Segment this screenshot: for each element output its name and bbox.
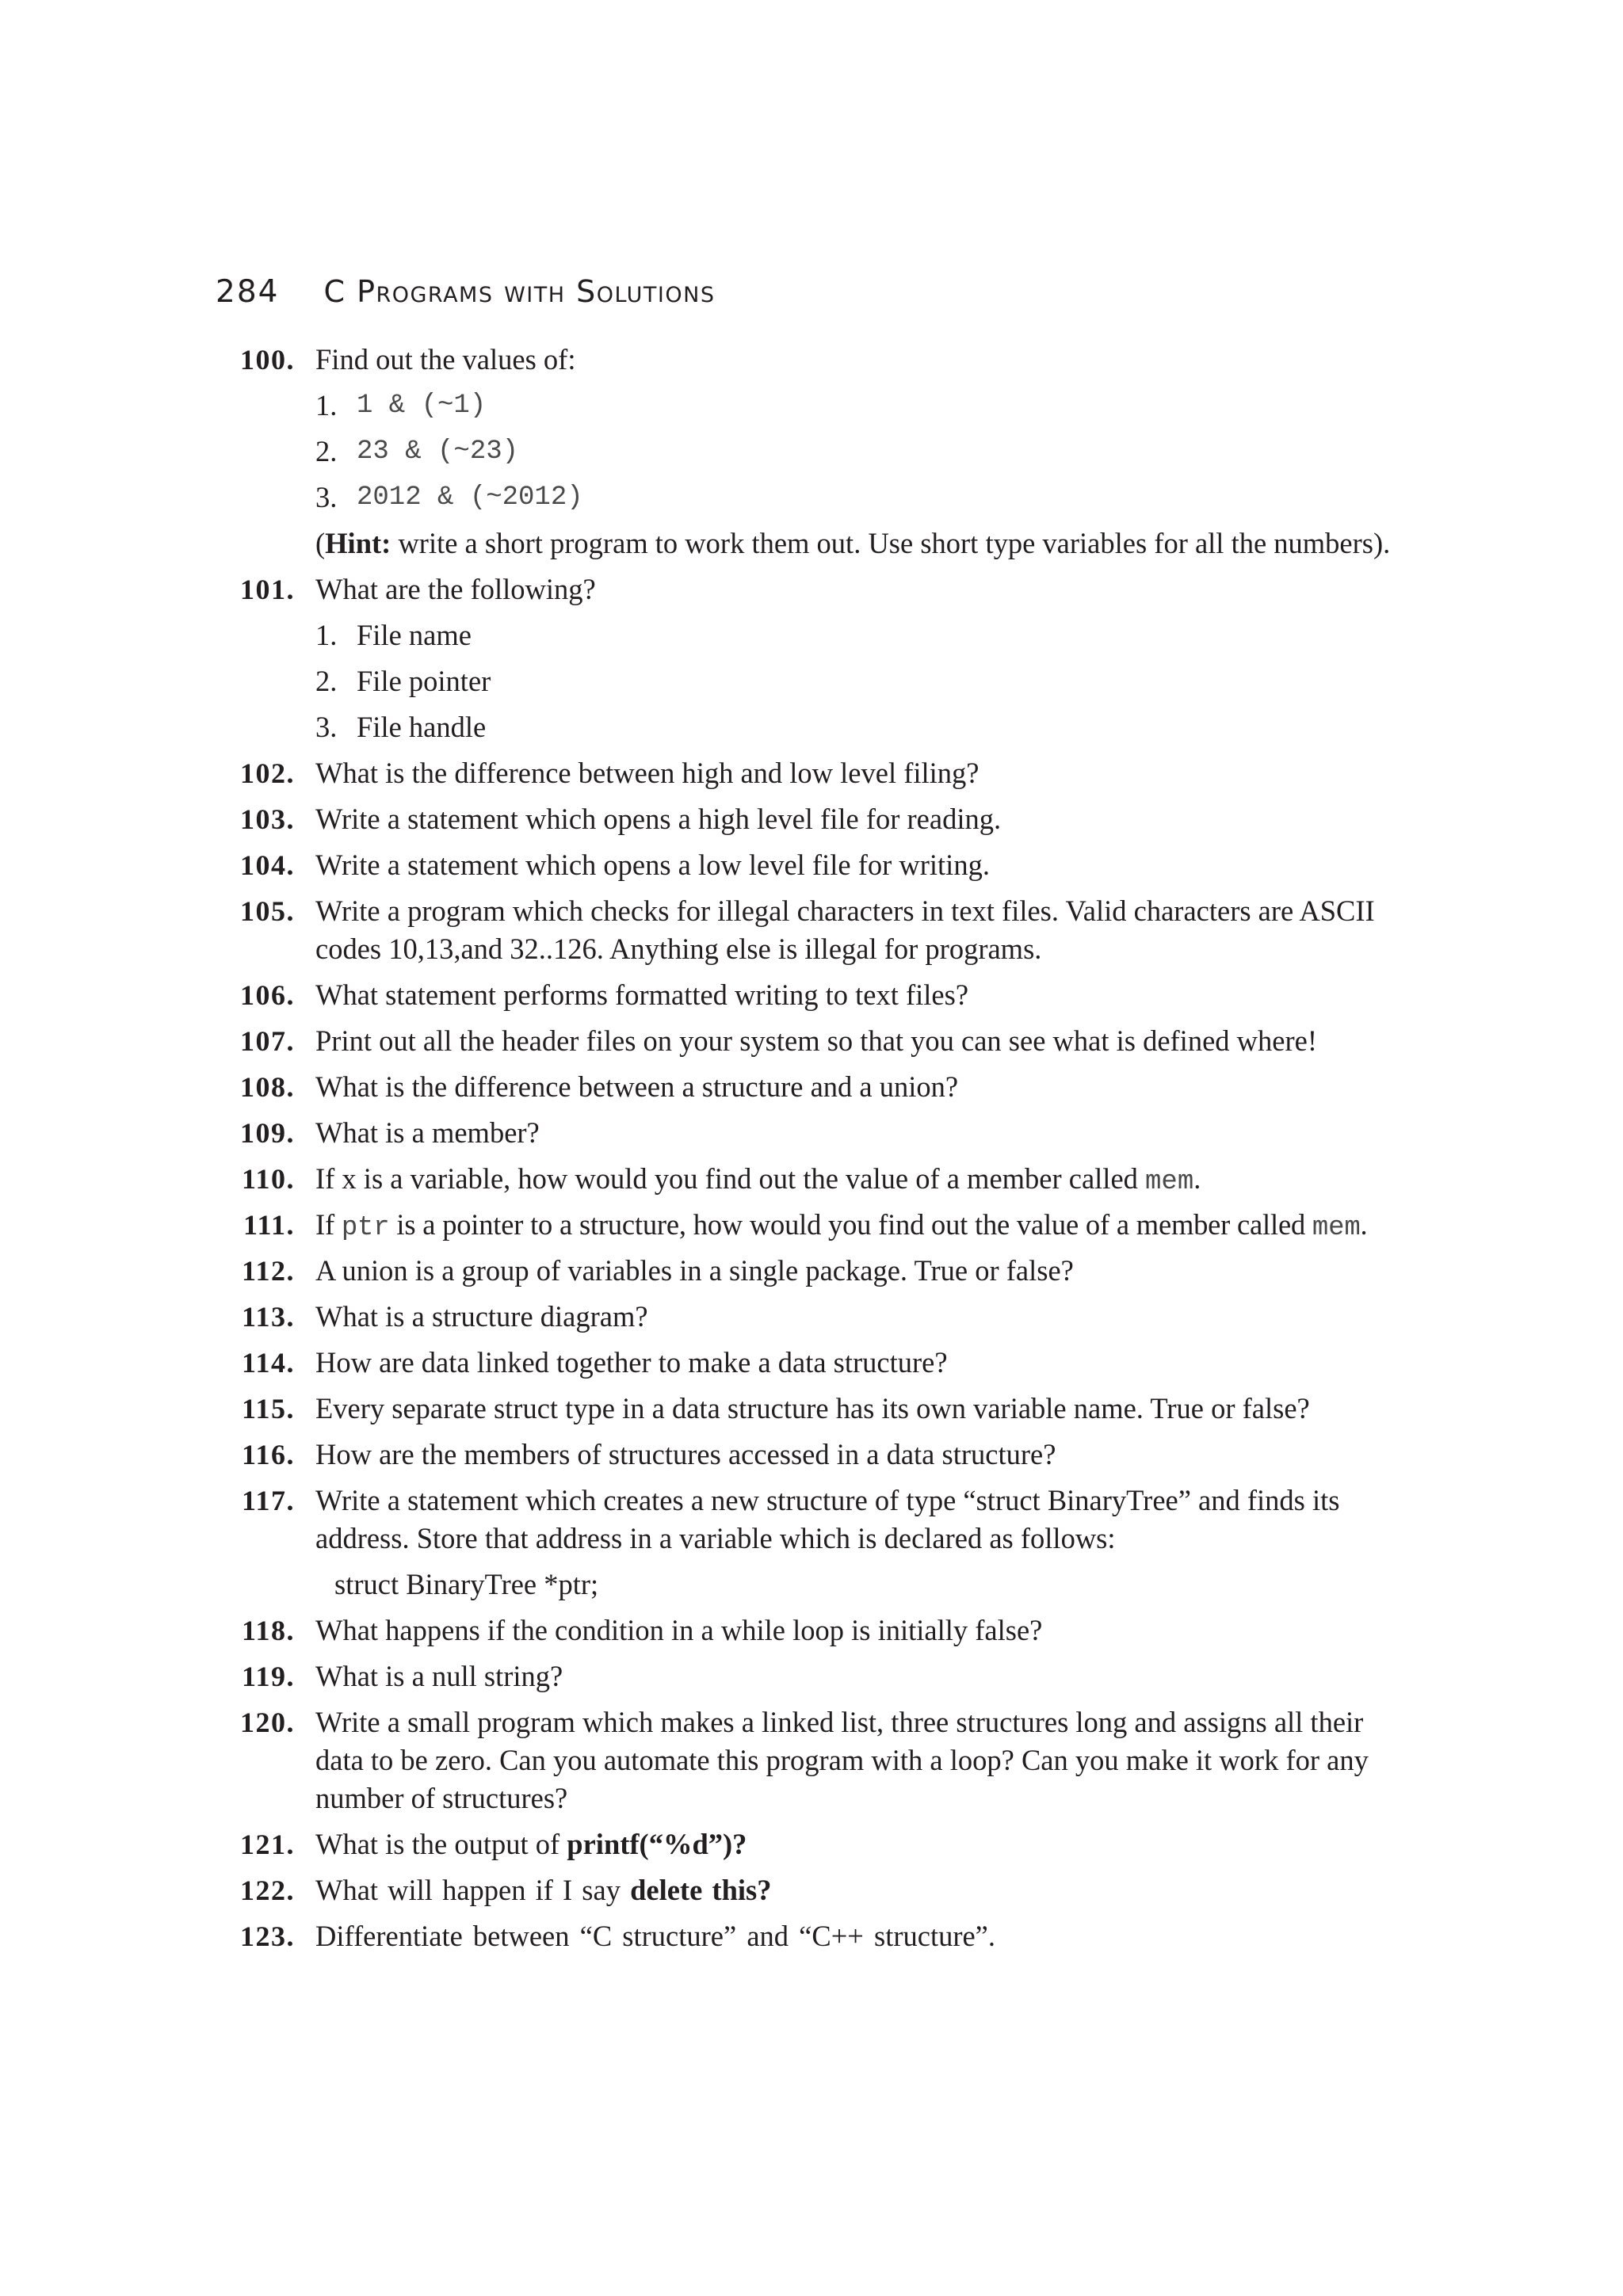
question-text: What is the difference between a structure and a union?: [315, 1070, 959, 1103]
question-number: 120.: [240, 1707, 295, 1738]
sub-item-number: 1.: [315, 389, 338, 421]
question-number: 103.: [240, 803, 295, 835]
hint-label: Hint:: [325, 527, 391, 559]
sub-item-number: 1.: [315, 619, 338, 651]
question-text: [315, 1160, 1403, 1201]
question-number: 119.: [241, 1661, 295, 1692]
question-number: 123.: [240, 1920, 295, 1952]
question-number: 110.: [241, 1163, 295, 1195]
question-number: 115.: [241, 1393, 295, 1425]
sub-item-number: 2.: [315, 435, 338, 467]
question-text-part: If: [315, 1208, 342, 1241]
punctuation: .: [1360, 1208, 1368, 1241]
question-number: 116.: [241, 1439, 295, 1470]
hint-text: write a short program to work them out. Use short type variables for all the numbers).: [391, 527, 1391, 559]
question-number: 122.: [240, 1875, 295, 1906]
question-text: How are data linked together to make a data structure?: [315, 1346, 948, 1379]
code-identifier: mem: [1312, 1213, 1361, 1243]
question-number: 105.: [240, 895, 295, 927]
sub-item-number: 3.: [315, 711, 338, 743]
question-text-part: is a pointer to a structure, how would you find out the value of a member called: [389, 1208, 1312, 1241]
code-expression: 23 & (~23): [357, 437, 519, 467]
question-text: What is the difference between high and low level filing?: [315, 757, 980, 789]
question-number: 121.: [240, 1829, 295, 1860]
code-expression: 1 & (~1): [357, 391, 487, 421]
question-text: [315, 1206, 1403, 1247]
sub-item-text: File handle: [357, 711, 487, 743]
question-text: What happens if the condition in a while loop is initially false?: [315, 1614, 1043, 1646]
question-text: Write a statement which creates a new structure of type “struct BinaryTree” and finds its: [315, 1484, 1340, 1516]
question-text: Print out all the header files on your system so that you can see what is defined where!: [315, 1024, 1317, 1057]
question-text: Write a program which checks for illegal characters in text files. Valid characters are ASCII: [315, 894, 1375, 927]
question-number: 100.: [240, 344, 295, 376]
question-text: What is a member?: [315, 1116, 540, 1149]
page-number: 284: [216, 274, 280, 310]
code-identifier: mem: [1145, 1167, 1194, 1197]
sub-item-number: 3.: [315, 481, 338, 513]
question-text: [315, 1825, 1403, 1863]
code-expression: delete this?: [630, 1874, 772, 1906]
question-number: 113.: [241, 1301, 295, 1333]
question-text: Write a statement which opens a high level file for reading.: [315, 803, 1002, 835]
question-number: 111.: [242, 1209, 295, 1241]
question-text: A union is a group of variables in a single package. True or false?: [315, 1254, 1074, 1287]
question-text: Differentiate between “C structure” and “C++ structure”.: [315, 1920, 996, 1952]
running-head: [216, 274, 715, 314]
question-text: [315, 1871, 1403, 1909]
sub-item-number: 2.: [315, 665, 338, 697]
question-text: address. Store that address in a variable which is declared as follows:: [315, 1522, 1116, 1554]
question-text: What is a structure diagram?: [315, 1300, 648, 1333]
sub-item-text: File pointer: [357, 665, 491, 697]
question-text-part: What is the output of: [315, 1828, 567, 1860]
sub-item-text: File name: [357, 619, 472, 651]
question-number: 112.: [241, 1255, 295, 1287]
declaration-line: struct BinaryTree *ptr;: [334, 1568, 599, 1600]
question-number: 117.: [241, 1485, 295, 1516]
question-text: What are the following?: [315, 573, 596, 605]
code-identifier: ptr: [341, 1213, 390, 1243]
question-number: 106.: [240, 979, 295, 1011]
question-text: How are the members of structures accessed in a data structure?: [315, 1438, 1056, 1470]
hint-paren: (: [315, 527, 326, 559]
question-number: 118.: [241, 1615, 295, 1646]
punctuation: .: [1193, 1162, 1201, 1195]
question-text: Find out the values of:: [315, 343, 576, 376]
question-text: data to be zero. Can you automate this program with a loop? Can you make it work for any: [315, 1744, 1369, 1776]
question-number: 114.: [241, 1347, 295, 1379]
code-expression: 2012 & (~2012): [357, 482, 583, 513]
question-text: codes 10,13,and 32..126. Anything else is illegal for programs.: [315, 933, 1042, 965]
question-text: Write a small program which makes a linked list, three structures long and assigns all their: [315, 1706, 1364, 1738]
question-text: Every separate struct type in a data structure has its own variable name. True or false?: [315, 1392, 1310, 1425]
question-number: 107.: [240, 1025, 295, 1057]
question-text-part: If x is a variable, how would you find out the value of a member called: [315, 1162, 1146, 1195]
book-title: C Programs with Solutions: [323, 274, 716, 309]
question-text: What is a null string?: [315, 1660, 563, 1692]
question-number: 104.: [240, 849, 295, 881]
question-number: 109.: [240, 1117, 295, 1149]
code-expression: printf(“%d”)?: [567, 1828, 747, 1860]
question-number: 102.: [240, 757, 295, 789]
hint-note: [315, 524, 1390, 563]
question-number: 108.: [240, 1071, 295, 1103]
question-text: Write a statement which opens a low level file for writing.: [315, 849, 990, 881]
question-number: 101.: [240, 574, 295, 605]
question-text: What statement performs formatted writing to text files?: [315, 978, 969, 1011]
question-text: number of structures?: [315, 1782, 568, 1814]
question-text-part: What will happen if I say: [315, 1874, 631, 1906]
